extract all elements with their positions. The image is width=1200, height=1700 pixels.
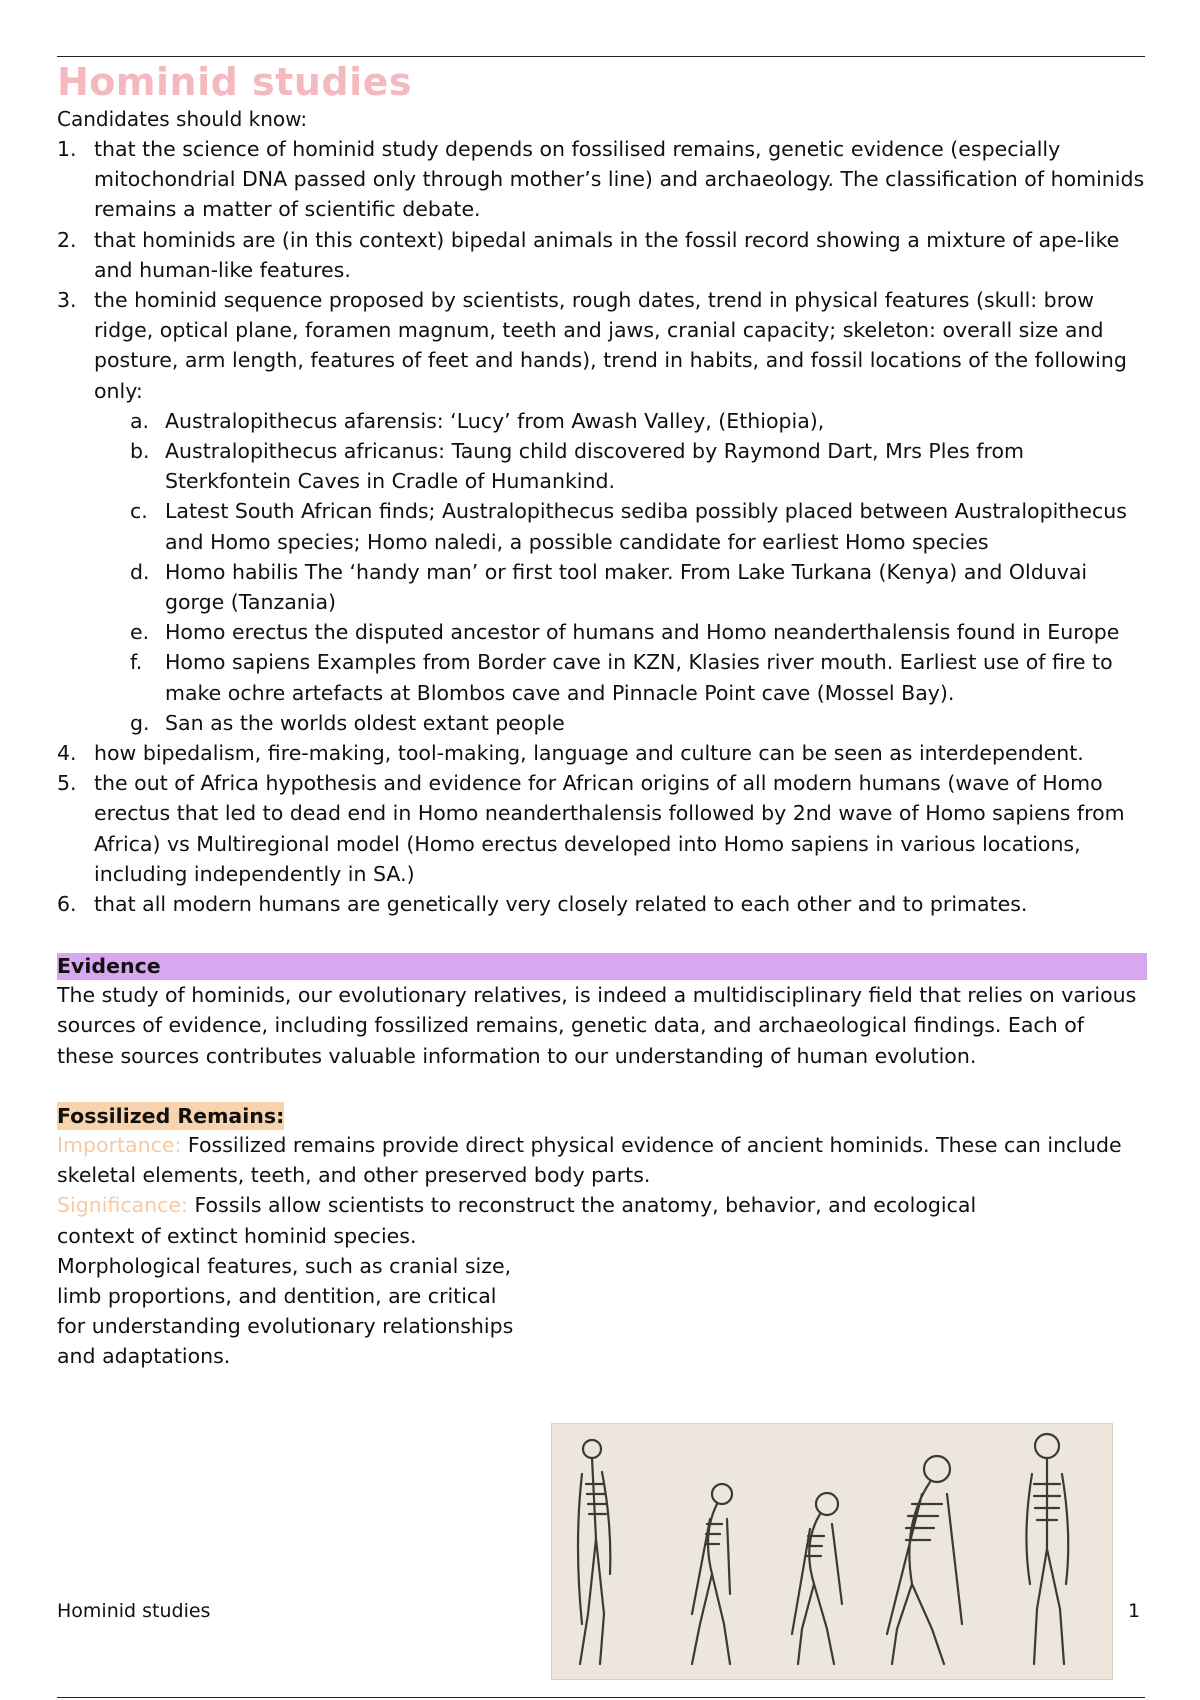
sub-list-item: e. Homo erectus the disputed ancestor of humans and Homo neanderthalensis found in Europe	[130, 620, 1120, 645]
skeletons-drawing	[552, 1424, 1112, 1679]
skeleton-3	[792, 1493, 842, 1664]
list-item: 3. the hominid sequence proposed by scientists, rough dates, trend in physical features (skull: brow ridge, optical plane, foramen magnum, teeth and jaws, cranial capacity; skeleton: overall size and posture, arm length, features of feet and hands), trend in habits, and fossil locations of the following only: a. Australopithecus afarensis: ‘Lucy’ from Awash Valley, (Ethiopia), b. Australopithecus africanus: Taung child discovered by Raymond Dart, Mrs Ples from Sterkfontein Caves in Cradle of Humankind. c. Latest South African finds; Australopithecus sediba possibly placed between Australopithecus and Homo species; Homo naledi, a possible candidate for earliest Homo species d. Homo habilis The ‘handy man’ or first tool maker. From Lake Turkana (Kenya) and Olduvai gorge (Tanzania) e. Homo erectus the disputed ancestor of humans and Homo neanderthalensis found in Europe f. Homo sapiens Examples from Border cave in KZN, Klasies river mouth. Earliest use of fire to make ochre artefacts at Blombos cave and Pinnacle Point cave (Mossel Bay). g. San as the worlds oldest extant people	[57, 285, 1147, 738]
list-item: 1. that the science of hominid study depends on fossilised remains, genetic evidence (especially mitochondrial DNA passed only through mother’s line) and archaeology. The classification of hominids remains a matter of scientific debate.	[57, 137, 1145, 222]
bottom-rule	[57, 1697, 1145, 1698]
list-item: 5. the out of Africa hypothesis and evidence for African origins of all modern humans (wave of Homo erectus that led to dead end in Homo neanderthalensis followed by 2nd wave of Homo sapiens from Africa) vs Multiregional model (Homo erectus developed into Homo sapiens in various locations, including independently in SA.)	[57, 771, 1125, 886]
sub-list-item: b. Australopithecus africanus: Taung child discovered by Raymond Dart, Mrs Ples from Sterkfontein Caves in Cradle of Humankind.	[130, 439, 1024, 494]
sub-list-item: g. San as the worlds oldest extant people	[130, 710, 565, 735]
intro-text: Candidates should know:	[57, 107, 308, 131]
list-item: 2. that hominids are (in this context) bipedal animals in the fossil record showing a mixture of ape-like and human-like features.	[57, 227, 1120, 282]
footer-title: Hominid studies	[57, 1600, 211, 1622]
sub-list-item: d. Homo habilis The ‘handy man’ or first tool maker. From Lake Turkana (Kenya) and Olduvai gorge (Tanzania)	[130, 559, 1088, 615]
importance-paragraph: Importance: Fossilized remains provide direct physical evidence of ancient hominids. These can include skeletal elements, teeth, and other preserved body parts.	[57, 1132, 1122, 1188]
skeleton-5	[1026, 1434, 1068, 1664]
sub-list-item: c. Latest South African finds; Australopithecus sediba possibly placed between Australopithecus and Homo species; Homo naledi, a possible candidate for earliest Homo species	[130, 499, 1127, 554]
skeleton-1	[578, 1440, 610, 1664]
objectives-list	[57, 134, 1147, 919]
evidence-heading: Evidence	[57, 953, 1147, 980]
significance-continued: context of extinct hominid species.	[57, 1223, 417, 1248]
page-number: 1	[1128, 1600, 1141, 1622]
sub-list-item: a. Australopithecus afarensis: ‘Lucy’ from Awash Valley, (Ethiopia),	[130, 408, 825, 433]
page-content	[57, 60, 1147, 1372]
list-item: 6. that all modern humans are genetically very closely related to each other and to primates.	[57, 892, 1028, 917]
fossils-heading: Fossilized Remains:	[57, 1103, 285, 1128]
morphology-text: Morphological features, such as cranial size, limb proportions, and dentition, are critical for understanding evolutionary relationships and adaptations.	[57, 1253, 514, 1369]
page-title: Hominid studies	[57, 60, 412, 104]
significance-label: Significance:	[57, 1193, 188, 1218]
significance-paragraph: Significance: Fossils allow scientists to reconstruct the anatomy, behavior, and ecological	[57, 1193, 977, 1218]
evidence-text: The study of hominids, our evolutionary relatives, is indeed a multidisciplinary field that relies on various sources of evidence, including fossilized remains, genetic data, and archaeological findings. Each of these sources contributes valuable information to our understanding of human evolution.	[57, 983, 1137, 1068]
sub-objectives-list	[94, 406, 1147, 738]
importance-label: Importance:	[57, 1132, 182, 1157]
sub-list-item: f. Homo sapiens Examples from Border cave in KZN, Klasies river mouth. Earliest use of fire to make ochre artefacts at Blombos cave and Pinnacle Point cave (Mossel Bay).	[130, 650, 1113, 705]
list-item: 4. how bipedalism, fire-making, tool-making, language and culture can be seen as interdependent.	[57, 741, 1084, 766]
skeleton-4	[887, 1456, 962, 1664]
skeleton-2	[692, 1484, 732, 1664]
hominid-skeletons-illustration	[551, 1423, 1113, 1680]
top-rule	[57, 56, 1145, 57]
